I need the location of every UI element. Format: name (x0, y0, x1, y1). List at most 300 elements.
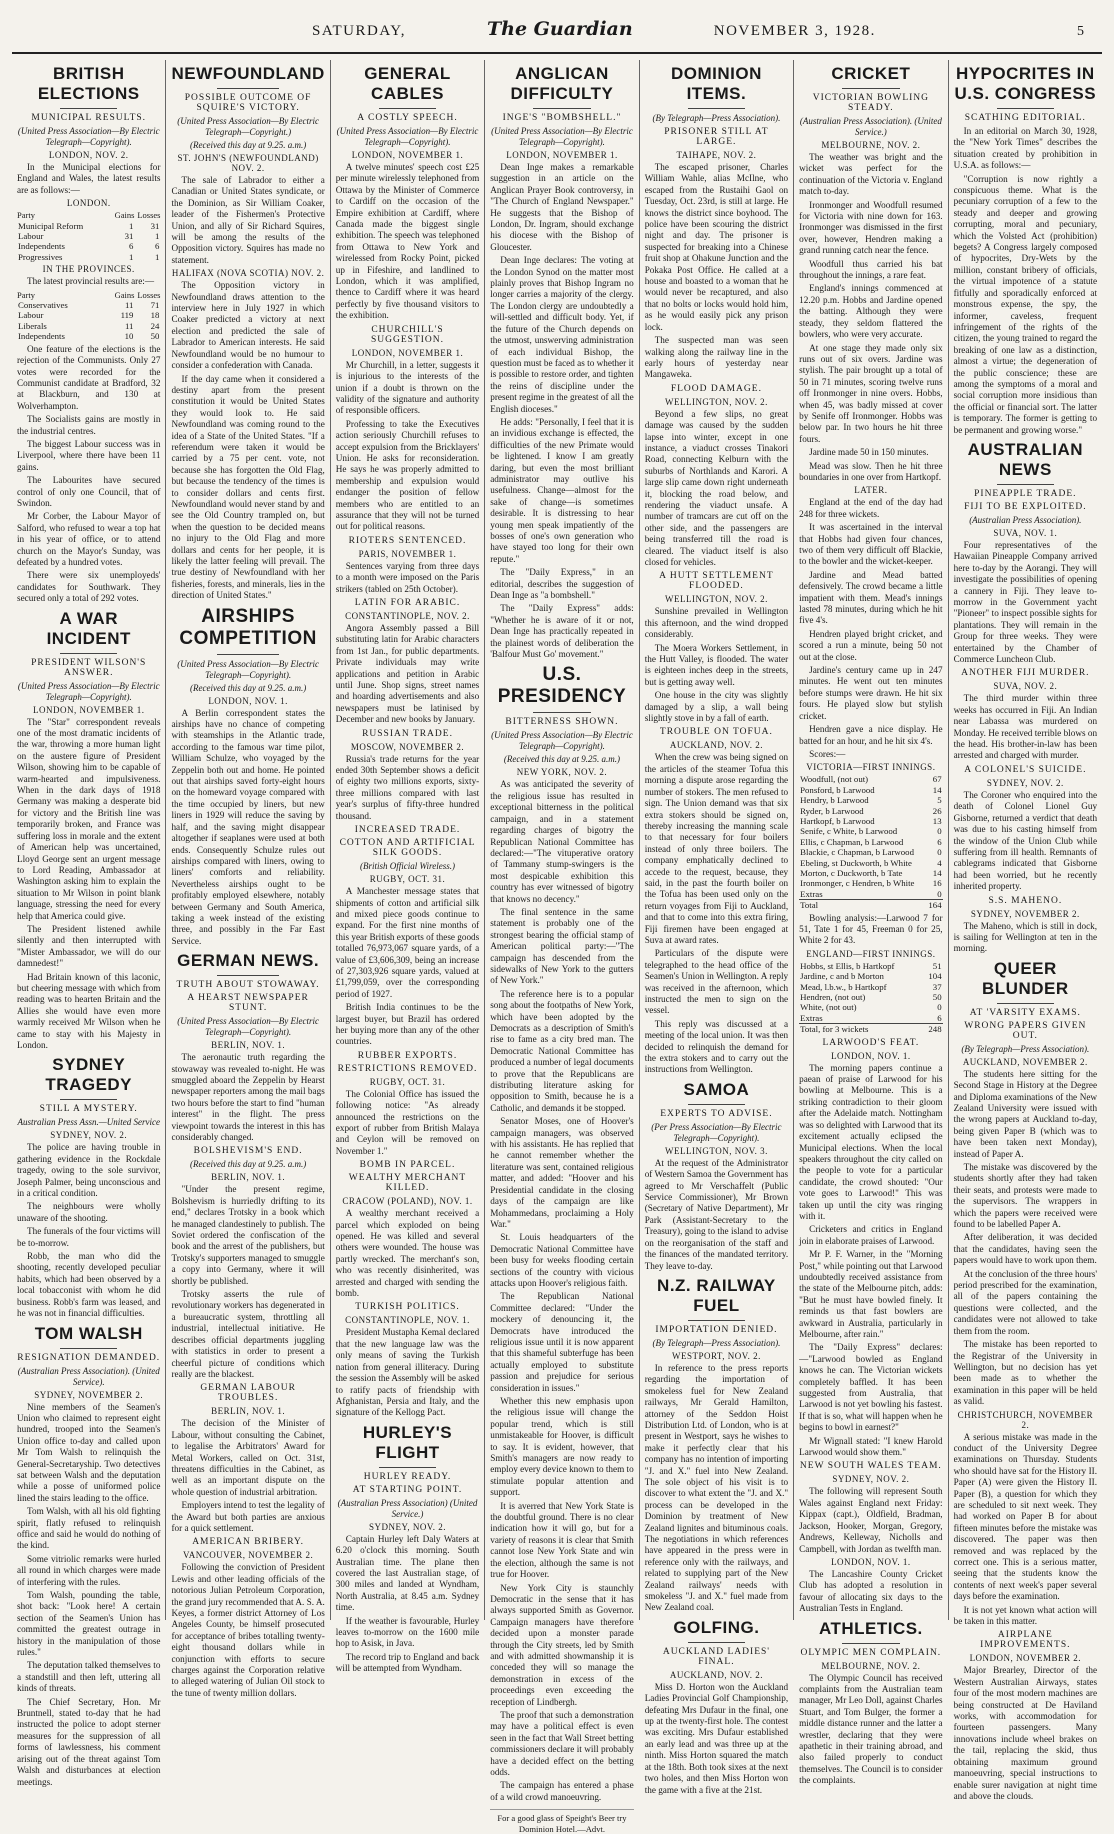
scorecard-title: VICTORIA—FIRST INNINGS. (806, 762, 936, 773)
cell: Ebeling, st Duckworth, b White (800, 857, 912, 868)
cell: Ironmonger, c Hendren, b White (800, 878, 915, 889)
cell: 16 (932, 878, 942, 889)
dateline: SYDNEY, NOVEMBER 2. (34, 1389, 144, 1400)
dateline: MOSCOW, NOVEMBER 2. (350, 741, 465, 752)
subhead: FLOOD DAMAGE. (670, 383, 762, 394)
headline-war-incident: A WAR INCIDENT (46, 608, 131, 648)
subhead: RUBBER EXPORTS. (357, 1050, 458, 1061)
paragraph: Cricketers and critics in England join in elaborate praises of Larwood. (799, 1224, 943, 1246)
headline-australian-news: AUSTRALIAN NEWS (967, 439, 1084, 479)
headline-british-elections: BRITISH ELECTIONS (37, 64, 140, 103)
dateline: LONDON, NOVEMBER 1. (351, 347, 464, 358)
cell: 104 (928, 971, 942, 982)
paragraph: The proof that such a demonstration may have a political effect is even seen in the fact that Wall Street betting commissioners declare it will probably have a decided effect on the betting odds. (490, 1709, 634, 1777)
masthead-date: NOVEMBER 3, 1928. (713, 23, 876, 39)
paragraph: The mistake was discovered by the students shortly after they had taken their seats, and protests were made to the supervisors. The wrappers in which the papers were received were found to be labelled Paper A. (953, 1162, 1098, 1230)
page-number: 5 (1076, 24, 1084, 39)
paragraph: Miss D. Horton won the Auckland Ladies Provincial Golf Championship, defeating Mrs Dufaur in the final, one up at the twenty-first hole. The contest was exciting. Mrs Dufaur established an early lead and was three up at the ninth. Miss Horton squared the match at the 18th. Both took sixes at the next two holes, and then Miss Horton won the game with a five at the 21st. (644, 1681, 789, 1795)
subhead: A HUTT SETTLEMENT FLOODED. (659, 571, 774, 592)
paragraph: The campaign has entered a phase of a wild crowd manoeuvring. (490, 1780, 634, 1802)
cell: Total (800, 900, 819, 911)
table-title: LONDON. (66, 198, 111, 209)
cell: 164 (928, 900, 942, 911)
cell: White, (not out) (800, 1002, 857, 1013)
table-row (17, 310, 160, 320)
paragraph: The neighbours were wholly unaware of the shooting. (17, 1201, 161, 1223)
subhead: SCATHING EDITORIAL. (964, 113, 1086, 123)
paragraph: The Chief Secretary, Hon. Mr Bruntnell, stated to-day that he had instructed the police to adopt sterner measures for the suppression of all forms of lawlessness, his comment arising out of the threat against Tom Walsh and disturbances at election meetings. (17, 1696, 161, 1787)
col-header: Party (17, 289, 35, 300)
paragraph: The Olympic Council has received complaints from the Australian team manager, Mr Leo Doll, against Charles Stuart, and Tom Bulger, the former a middle distance runner and the latter a wrestler, declaring that they were apathetic in their training abroad, and also failed properly to conduct themselves. The Council is to consider the complaints. (799, 1672, 943, 1786)
paragraph: As was anticipated the severity of the religious issue has resulted in exceptional bitterness in the political campaign, and in a statement regarding charges of bigotry the Republican National Committee has declared:—"The vituperative oratory of Tammany stump-swingers is the most despicable exhibition this country has ever witnessed of bigotry that knows no decency." (490, 779, 634, 904)
masthead-day: SATURDAY, (312, 23, 406, 39)
paragraph: When the crew was being signed on the articles of the steamer Tofua this morning a dispute arose regarding the number of stokers. The men refused to sign. The Union demand was that six extra stokers should be signed on, thereby increasing the manning scale to that necessary for four boilers instead of only three boilers. The company emphatically declined to accede to the request, because, they said, in the past the fourth boiler on the Tofua has been used only on the return voyages from Fiji to Auckland, and that to come into this extra firing, Fiji firemen have been engaged at Suva at award rates. (644, 752, 789, 945)
headline-hypocrites-congress: HYPOCRITES IN U.S. CONGRESS (954, 64, 1097, 103)
divider (60, 653, 117, 654)
cell: Jardine, c and b Morton (800, 971, 884, 982)
cell: Labour (18, 231, 44, 242)
columns (12, 60, 1102, 1834)
headline-athletics: ATHLETICS. (818, 1618, 923, 1638)
paragraph: Hendren gave a nice display. He batted for an hour, and he hit six 4's. (799, 724, 943, 746)
paragraph: Scores:— (809, 748, 846, 759)
dateline: LONDON, NOV. 2. (48, 150, 129, 160)
divider (688, 1104, 745, 1105)
cell: Ellis, c Chapman, b Larwood (800, 836, 904, 847)
masthead-paper-title: The Guardian (487, 18, 633, 40)
subhead: RESIGNATION DEMANDED. (17, 1352, 161, 1363)
masthead (12, 18, 1102, 54)
paragraph: British India continues to be the largest buyer, but Brazil has ordered her buying more than any of the other countries. (335, 1002, 480, 1047)
subhead: STILL A MYSTERY. (39, 1104, 138, 1115)
subhead: BOMB IN PARCEL. (359, 1160, 456, 1171)
dateline: AUCKLAND, NOVEMBER 2. (962, 1056, 1088, 1067)
table-row (17, 252, 160, 262)
subhead: A COSTLY SPEECH. (357, 113, 458, 123)
cell: 6 (937, 836, 942, 847)
col-header: Losses (137, 210, 161, 221)
england-scorecard (799, 961, 942, 1035)
column-2 (166, 60, 330, 1698)
received-line: (Received this day at 9.25. a.m.) (190, 1159, 307, 1170)
divider (217, 88, 278, 89)
dateline: VANCOUVER, NOVEMBER 2. (182, 1550, 314, 1561)
paragraph: This reply was discussed at a meeting of the local union. It was then decided to relinquish the demand for the extra stokers and to carry out the instructions from Wellington. (644, 1018, 789, 1075)
credit-line: (United Press Association—By Electric Telegraph—Copyright). (491, 126, 633, 147)
paragraph: Captain Hurley left Daly Waters at 6.20 o'clock this morning. South Australian time. The plane then covered the last Australian stage, of 300 miles and landed at Wyndham, North Australia, at 8.45 a.m. Sydney time. (335, 1533, 480, 1613)
subhead: CHURCHILL'S SUGGESTION. (371, 324, 445, 345)
paragraph: The sale of Labrador to either a Canadian or United States syndicate, or the Dominion, as Sir William Coaker, leader of the Fishermen's Protective Union, and ally of Sir Richard Squires, will be among the results of the Opposition victory. Squires has made no statement. (171, 175, 325, 265)
paragraph: England at the end of the day had 248 for three wickets. (799, 497, 943, 519)
paragraph: Following the conviction of President Lewis and other leading officials of the notorious Julian Petroleum Corporation, the grand jury recommended that A. S. A. Keyes, a former district Attorney of Los Angeles County, be himself prosecuted for acceptance of bribes totalling twenty-eight thousand dollars while in conjunction with efforts to secure charges against the Corporation relative to alleged watering of Julian Oil stock to the tune of twenty million dollars. (171, 1562, 325, 1698)
subhead: A COLONEL'S SUICIDE. (964, 764, 1087, 775)
table-row (799, 961, 942, 971)
column-5 (640, 60, 794, 1795)
paragraph: One feature of the elections is the rejection of the Communists. Only 27 votes were recorded for the Communist candidate at Bradford, 32 at Blackburn, and 130 at Wolverhampton. (17, 343, 161, 411)
dateline: AUCKLAND, NOV. 2. (669, 1669, 763, 1680)
subhead: OLYMPIC MEN COMPLAIN. (800, 1647, 942, 1658)
subhead: S.S. MAHENO. (988, 895, 1063, 906)
cell: 11 (124, 320, 134, 331)
column-3 (331, 60, 485, 1674)
paragraph: The deputation talked themselves to a standstill and then left, uttering all kinds of threats. (17, 1660, 161, 1694)
cell: 50 (932, 992, 942, 1003)
subhead: AIRPLANE IMPROVEMENTS. (980, 1630, 1071, 1651)
divider (217, 975, 278, 976)
subhead: INGE'S "BOMBSHELL." (502, 113, 622, 123)
paragraph: The following will represent South Wales against England next Friday: Kippax (capt.), Oldfield, Bradman, Jackson, Hooker, Morgan, Gregory, Andrews, Kelleway, Nicholls and Campbell, with Jordan as twelfth man. (799, 1486, 943, 1554)
subhead: TROUBLE ON TOFUA. (659, 727, 773, 738)
paragraph: The Republican National Committee declared: "Under the mockery of denouncing it, the Democrats have introduced the religious issue until it is now apparent that this shameful subterfuge has been actually employed to substitute passion and prejudice for serious consideration in issues." (490, 1291, 634, 1393)
cell: Municipal Reform (18, 220, 84, 231)
dateline: BERLIN, NOV. 1. (211, 1172, 286, 1183)
dateline: CONSTANTINOPLE, NOV. 2. (345, 611, 470, 621)
paragraph: Bowling analysis:—Larwood 7 for 51, Tate 1 for 45, Freeman 0 for 25, White 2 for 43. (799, 912, 943, 946)
table-row (17, 241, 160, 251)
subhead: FIJI TO BE EXPLOITED. (964, 501, 1087, 512)
paragraph: "Corruption is now rightly a conspicuous theme. What is the pecuniary corruption of a few to the steady and deeper and growing corrupting, moral and pecuniary, which the Volsted Act (prohibition) begets? A Congress largely composed of hypocrites, Dry-Wets by the million, constant bribery of officials, the virtual impotence of a statute fitfully and sporadically enforced at monstrous expense, the spy, the informer, caveless, frequent infringement of the rights of the citizen, the young trained to regard the breaking of one law as a distinction, almost a virtue; the degeneration of the public conscience; these are among the symptoms of a moral and social corruption more insidious than the official or financial sort. The latter is temporary. The former is getting to be permanent and growing worse." (953, 173, 1098, 435)
subhead: LARWOOD'S FEAT. (822, 1037, 920, 1048)
dateline: MELBOURNE, NOV. 2. (821, 1660, 921, 1671)
paragraph: A Manchester message states that shipments of cotton and artificial silk and mixed piece goods continue to expand. For the first nine months of this year British exports of these goods totalled 76,973,067 square yards, of a value of £3,606,309, being an increase of 27,303,926 square yards, valued at £1,799,059, over the corresponding period of 1927. (335, 886, 480, 999)
dateline: WELLINGTON, NOV. 2. (664, 396, 768, 407)
table-row (17, 300, 160, 310)
dateline: NEW YORK, NOV. 2. (516, 767, 608, 778)
divider (379, 1467, 436, 1468)
subhead: PRESIDENT WILSON'S ANSWER. (31, 657, 147, 678)
table-row (17, 331, 160, 341)
dateline: AUCKLAND, NOV. 2. (669, 740, 763, 751)
paragraph: It was ascertained in the interval that Hobbs had given four chances, two of them very difficult off Blackie, to the bowler and the wicket-keeper. (799, 522, 943, 567)
total-row (799, 1024, 942, 1035)
divider (842, 1643, 899, 1644)
victoria-scorecard (799, 774, 942, 910)
subhead: VICTORIAN BOWLING STEADY. (812, 93, 930, 113)
cell: 31 (150, 220, 160, 231)
paragraph: Beyond a few slips, no great damage was caused by the sudden lapse into winter, except in one instance, a viaduct crosses Tinakori Road, connecting Kelburn with the suburbs of Northlands and Karori. A large slip came down right underneath it, blocking the road below, and rendering the viaduct unsafe. A number of tramcars are cut off on the other side, and the passengers are being transferred till the road is cleared. The viaduct itself is also closed for vehicles. (644, 408, 789, 567)
dateline: SYDNEY, NOV. 2. (50, 1130, 128, 1141)
headline-hurleys-flight: HURLEY'S FLIGHT (362, 1422, 453, 1462)
total-row (799, 900, 942, 911)
paragraph: The Maheno, which is still in dock, is sailing for Wellington at ten in the morning. (953, 920, 1098, 954)
dateline: CONSTANTINOPLE, NOV. 1. (345, 1315, 470, 1326)
cell: 119 (120, 310, 134, 321)
table-row (799, 1002, 942, 1012)
credit-line: (Australian Press Association). (969, 514, 1082, 525)
cell: Progressives (18, 251, 63, 262)
headline-anglican-difficulty: ANGLICAN DIFFICULTY (510, 64, 614, 103)
paragraph: The latest provincial results are:— (27, 276, 155, 287)
credit-line: (United Press Association—By Electric Telegraph—Copyright). (17, 680, 160, 702)
cell: Senife, c White, b Larwood (800, 826, 898, 837)
table-row (17, 231, 160, 241)
table-row (799, 992, 942, 1002)
dateline: SYDNEY, NOV. 2. (986, 777, 1064, 788)
divider (217, 654, 278, 655)
table-row (799, 889, 942, 900)
dateline: LONDON, NOVEMBER 2. (969, 1653, 1082, 1664)
paragraph: Dean Inge declares: The voting at the London Synod on the matter most plainly proves that Bishop Ingram no longer carries a majority of the clergy. The London clergy are undoubtedly a will-settled and difficult body. Yet, if the future of the Church depends on the utmost, unswerving administration of each individual Bishop, the question must be faced as to whether it is possible to restore order, and tighten the reins of discipline under the present regime in the greatest of all the English dioceses." (490, 255, 634, 414)
divider (60, 1099, 117, 1100)
cell: Independents (18, 331, 65, 342)
subhead: BITTERNESS SHOWN. (505, 717, 619, 728)
paragraph: If the weather is favourable, Hurley leaves to-morrow on the 1600 mile hop to Asisk, in Java. (335, 1615, 480, 1649)
paragraph: The mistake has been reported to the Registrar of the University in Wellington, but no decision has yet been made as to whether the examination in this paper will be held as valid. (953, 1339, 1098, 1407)
paragraph: Some vitriolic remarks were hurled all round in which charges were made of interfering with the rules. (17, 1553, 161, 1587)
cell: 6 (155, 241, 160, 252)
paragraph: Major Brearley, Director of the Western Australian Airways, states four of the most modern machines are being constructed at De Haviland works, with accommodation for fourteen passengers. Many innovations include wheel brakes on the tail, replacing the skid, thus obtaining maximum ground manoeuvring, special instructions to enable surer navigation at night time and above the clouds. (953, 1665, 1098, 1801)
table-row (799, 982, 942, 992)
paragraph: The Socialists gains are mostly in the industrial centres. (17, 414, 161, 436)
dateline: SYDNEY, NOV. 2. (832, 1474, 910, 1485)
provinces-results-table (17, 290, 160, 342)
cell: Ryder, b Larwood (800, 805, 864, 816)
subhead: RUSSIAN TRADE. (362, 728, 453, 739)
col-header: Gains (114, 289, 135, 300)
divider (533, 108, 590, 109)
credit-line: (Australian Press Association). (United Service). (17, 1365, 160, 1387)
subhead: MUNICIPAL RESULTS. (31, 113, 147, 123)
paragraph: "Under the present regime, Bolshevism is hurriedly drifting to its end," declares Trotsky in a book which he managed clandestinely to publish. The Soviet ordered the confiscation of the book and the arrest of the publishers, but Trotsky's supporters managed to smuggle a copy into Germany, where it will shortly be published. (171, 1184, 325, 1286)
table-row (799, 837, 942, 847)
column-1 (12, 60, 166, 1787)
credit-line: (Per Press Association—By Electric Telegraph—Copyright). (651, 1121, 782, 1143)
cell: Ponsford, b Larwood (800, 784, 875, 795)
cell: 14 (932, 784, 942, 795)
subhead: IMPORTATION DENIED. (655, 1324, 778, 1335)
paragraph: Mr Churchill, in a letter, suggests it is injurious to the interests of the union if a doubt is thrown on the validity of the signature and authority of responsible officers. (335, 359, 480, 416)
subhead: ANOTHER FIJI MURDER. (961, 668, 1090, 679)
cell: Hendry, b Larwood (800, 795, 869, 806)
table-row (799, 806, 942, 816)
paragraph: In reference to the press reports regarding the importation of smokeless fuel for New Zealand railways, Mr Gerald Hamilton, attorney of the Seddon Hoist Distribution Ltd. of London, who is at present in Westport, says he wishes to make it perfectly clear that his company has no intention of importing "J. and X." fuel into New Zealand. The sole object of his visit is to discover to what extent the "J. and X." process can be developed in the Dominion by treatment of New Zealand lignites and bituminous coals. The negotiations in which references have appeared in the press were in reference only with the railways, and related to supplying part of the New Zealand railways' needs with smokeless "J. and X." fuel made from New Zealand coal. (644, 1362, 789, 1613)
dateline: BERLIN, NOV. 1. (211, 1406, 286, 1417)
divider (379, 108, 436, 109)
paragraph: Tom Walsh, pounding the table, shot back: "Look here! A certain section of the Seamen's Union has committed the greatest outrage in history in the manipulation of those rules." (17, 1590, 161, 1658)
paragraph: Mr Corber, the Labour Mayor of Salford, who refused to wear a top hat in his year of office, or to attend church on the Mayor's Sunday, was defeated by a hundred votes. (17, 511, 161, 567)
paragraph: New York City is staunchly Democratic in the sense that it has always supported Smith as Governor. Campaign managers have therefore decided upon a monster parade through the City streets, led by Smith and with admitted showmanship it is conceded they will so manage the demonstration in excess of the proceedings even exceeding the reception of Lindbergh. (490, 1582, 634, 1707)
headline-german-news: GERMAN NEWS. (177, 951, 320, 971)
cell: Labour (18, 310, 44, 321)
paragraph: Mr P. F. Warner, in the "Morning Post," while pointing out that Larwood undoubtedly received assistance from the state of the Melbourne pitch, adds: "But he must have bowled finely. It reminds us that fast bowlers are awkward in Australia, particularly in Melbourne, after rain." (799, 1249, 943, 1339)
headline-queer-blunder: QUEER BLUNDER (982, 958, 1069, 998)
dateline: LONDON, NOVEMBER 1. (32, 704, 145, 715)
cell: Hendren, (not out) (800, 992, 866, 1003)
dateline: LATER. (854, 485, 888, 496)
cell: 6 (937, 1012, 942, 1023)
paragraph: Sentences varying from three days to a month were imposed on the Paris strikers (tabled on 25th October). (335, 560, 480, 594)
subhead: INCREASED TRADE. (354, 825, 461, 836)
paragraph: One house in the city was slightly damaged by a slip, a wall being slightly stove in by a fall of earth. (644, 690, 789, 724)
cell: 4 (937, 857, 942, 868)
credit-line: (United Press Association—By Electric Telegraph—Copyright). (177, 658, 319, 680)
credit-line: (By Telegraph—Press Association). (652, 113, 781, 123)
paragraph: Employers intend to test the legality of the Award but both parties are anxious for a quick settlement. (171, 1500, 325, 1533)
credit-line: (By Telegraph—Press Association). (652, 1337, 781, 1348)
cell: Hartkopf, b Larwood (800, 815, 875, 826)
paragraph: In an editorial on March 30, 1928, the "New York Times" describes the situation created by prohibition in U.S.A. as follows:— (953, 126, 1098, 171)
headline-cricket: CRICKET (831, 64, 911, 83)
paragraph: The Labourites have secured control of only one Council, that of Swindon. (17, 475, 161, 508)
cell: 51 (932, 960, 942, 971)
cell: Hobbs, st Ellis, b Hartkopf (800, 960, 895, 971)
subhead: AMERICAN BRIBERY. (192, 1537, 305, 1548)
dateline: RUGBY, OCT. 31. (369, 874, 446, 885)
dateline: LONDON, NOVEMBER 1. (506, 150, 618, 160)
london-results-table (17, 210, 160, 262)
paragraph: The President listened awhile silently and then interrupted with "Mister Ambassador, we will do our damnedest!" (17, 923, 161, 969)
table-row (799, 878, 942, 888)
paragraph: Jardine and Mead batted defensively. The crowd became a little impatient with them. Mead's innings lasted 78 minutes, during which he hit five 4's. (799, 569, 943, 626)
divider (533, 712, 590, 713)
col-header: Party (17, 210, 35, 221)
headline-samoa: SAMOA (683, 1079, 750, 1099)
headline-newfoundland: NEWFOUNDLAND (171, 64, 325, 83)
headline-golfing: GOLFING. (673, 1617, 760, 1637)
cell: Extras (800, 888, 823, 899)
subhead: BOLSHEVISM'S END. (193, 1146, 303, 1157)
paragraph: The third murder within three weeks has occurred in Fiji. An Indian near Labassa was murdered on Monday. He received terrible blows on the head. His brother-in-law has been arrested and charged with murder. (953, 693, 1098, 761)
paragraph: The "Star" correspondent reveals one of the most dramatic incidents of the war, throwing a more human light on the austere figure of President Wilson, showing him to be capable of warm-hearted and impulsiveness. When in the dark days of 1918 Germany was making a desperate bid for victory and the British line was temporarily broken, and France was suffering loss in morale and the extent of American help was uncertained, Lloyd George sent an urgent message to Lord Reading, Ambassador at Washington asking him to explain the situation to Mr Wilson in point blank language, stressing the need for every help that America could give. (17, 716, 161, 921)
paragraph: Woodfull thus carried his bat throughout the innings, a rare feat. (799, 258, 943, 281)
paragraph: The suspected man was seen walking along the railway line in the early hours of yesterday near Mangaweka. (644, 335, 789, 380)
cell: 11 (124, 300, 134, 311)
paragraph: Nine members of the Seamen's Union who claimed to represent eight hundred, trooped into the Seamen's Union office to-day and called upon Mr Tom Walsh to relinquish the General-Secretaryship. Two detectives sat between Walsh and the deputation while a posse of uniformed police lined the stairs leading to the office. (17, 1401, 161, 1503)
dateline: ST. JOHN'S (NEWFOUNDLAND) NOV. 2. (177, 153, 319, 173)
cell: 50 (150, 331, 160, 342)
paragraph: Trotsky asserts the rule of revolutionary workers has degenerated in a bureaucratic system, throttling all industrial, intellectual initiative. He describes official departments juggling with statistics in order to present a cheerful picture of conditions which really are the blackest. (171, 1289, 325, 1379)
cell: 1 (129, 251, 134, 262)
paragraph: The escaped prisoner, Charles William Wahle, alias McIlne, who escaped from the Rustaihi Gaol on Tuesday, Oct. 23rd, is still at large. He knows the district since boyhood. The police have been scouring the district night and day. The prisoner is suspected for breaking into a Chinese fruit shop at Ohakune Junction and the Pokaka Post Office. He called at a house and boasted to a woman that he would never be recaptured, and also that no bolts or locks would hold him, as he would easily pick any prison lock. (644, 162, 789, 332)
divider (997, 484, 1054, 485)
subhead: PINEAPPLE TRADE. (974, 488, 1077, 499)
table-row (799, 774, 942, 784)
paragraph: The final sentence in the same statement is probably one of the strongest bearing the official stamp of American political party:—"The campaign has descended from the sidewalks of New York to the gutters of New York." (490, 906, 634, 986)
subhead: AUCKLAND LADIES' FINAL. (662, 1646, 770, 1667)
cell: Mead, l.b.w., b Hartkopf (800, 981, 887, 992)
dateline: LONDON, NOV. 1. (831, 1556, 911, 1567)
cell: 5 (937, 795, 942, 806)
paragraph: A serious mistake was made in the conduct of the University Degree examinations on Thursday. Students who should have sat for the History II. Paper (A) were given the History II. Paper (B), a question for which they are scheduled to sit next week. They had worked on Paper B for about fifteen minutes before the mistake was discovered. The paper was then removed and was replaced by the correct one. This is a serious matter, seeing that the students know the contents of next week's paper several days before the examination. (953, 1431, 1098, 1602)
cell: 1 (129, 220, 134, 231)
cell: Total, for 3 wickets (800, 1024, 869, 1035)
dateline: CRACOW (POLAND), NOV. 1. (342, 1196, 473, 1207)
table-row (799, 826, 942, 836)
scorecard-title: ENGLAND—FIRST INNINGS. (806, 948, 936, 959)
table-row (799, 795, 942, 805)
table-row (17, 321, 160, 331)
paragraph: Four representatives of the Hawaiian Pineapple Company arrived here to-day by the Aorangi. They will investigate the possibilities of opening a cannery in Fiji. They leave to-morrow in the Government yacht "Pioneer" to inspect possible sights for plantations. They will remain in the Group for three weeks. They were entertained by the Chamber of Commerce Luncheon Club. (953, 539, 1098, 665)
cell: Woodfull, (not out) (800, 774, 869, 785)
paragraph: President Mustapha Kemal declared that the new language law was the only means of saving the Turkish nation from general illiteracy. During the session the Assembly will be asked to ratify pacts of friendship with Afghanistan, Persia and Italy, and the signature of the Kellogg Pact. (335, 1327, 480, 1418)
headline-sydney-tragedy: SYDNEY TRAGEDY (45, 1055, 133, 1095)
dateline: SUVA, NOV. 2. (993, 681, 1058, 692)
subhead: COTTON AND ARTIFICIAL SILK GOODS. (339, 838, 476, 859)
cell: 0 (937, 847, 942, 858)
subhead: LATIN FOR ARABIC. (354, 598, 461, 608)
paragraph: The biggest Labour success was in Liverpool, where there have been 11 gains. (17, 438, 161, 472)
cell: Liberals (18, 320, 47, 331)
subhead: TRUTH ABOUT STOWAWAY. (176, 980, 320, 991)
cell: Blackie, c Chapman, b Larwood (800, 847, 914, 858)
column-6 (794, 60, 948, 1786)
cell: 14 (932, 867, 942, 878)
paragraph: The "Daily Express" declares:—"Larwood bowled as England knows he can. The Victorian wickets completely baffled. It has been suggested from Australia, that Larwood is not yet bowling his fastest. If that is so, what will happen when he begins to bowl in earnest?" (799, 1342, 943, 1433)
cell: 26 (932, 805, 942, 816)
headline-us-presidency: U.S. PRESIDENCY (497, 664, 627, 708)
paragraph: The Moera Workers Settlement, in the Hutt Valley, is flooded. The water is eighteen inches deep in the streets, but is getting away well. (644, 642, 789, 687)
credit-line: (United Press Association—By Electric Telegraph—Copyright). (491, 730, 633, 752)
paragraph: The decision of the Minister of Labour, without consulting the Cabinet, to legalise the Arbitrators' Award for Metal Workers, called on Oct. 31st, threatens difficulties in the Cabinet, as well as an important dispute on the whole question of industrial arbitration. (171, 1418, 325, 1497)
cell: 10 (124, 331, 134, 342)
cell: 31 (124, 231, 134, 242)
dateline: HALIFAX (NOVA SCOTIA) NOV. 2. (171, 268, 325, 279)
dateline: MELBOURNE, NOV. 2. (821, 140, 921, 150)
subhead: AT 'VARSITY EXAMS. (969, 1007, 1081, 1018)
table-row (799, 1013, 942, 1024)
paragraph: A wealthy merchant received a parcel which exploded on being opened. He was killed and several others were wounded. The house was partly wrecked. The merchant's son, who was recently disinherited, was arrested and charged with sending the bomb. (335, 1208, 480, 1299)
table-row (799, 816, 942, 826)
divider (60, 1348, 117, 1349)
dateline: LONDON, NOV. 1. (831, 1050, 911, 1061)
subhead: WEALTHY MERCHANT KILLED. (348, 1173, 467, 1194)
divider (60, 108, 117, 109)
paragraph: Tom Walsh, with all his old fighting spirit, flatly refused to relinquish office and said he would do nothing of the kind. (17, 1506, 161, 1551)
dateline: LONDON, NOVEMBER 1. (351, 150, 464, 160)
divider (997, 108, 1054, 109)
paragraph: He adds: "Personally, I feel that it is an invidious exchange is effected, the difficulties of the new Primate would be lightened. I know I am greatly daring, but even the most brilliant administrator may outlive his usefulness. Change—almost for the sake of change—is sometimes desirable. It is distressing to hear young men speak impatiently of the bosses of one's own generation who have stayed too long for their own repute." (490, 416, 634, 564)
cell: 1 (155, 231, 160, 242)
cell: Morton, c Duckworth, b Tate (800, 867, 903, 878)
paragraph: The Colonial Office has issued the following notice: "As already announced the restrictions on the export of rubber from British Malaya and Ceylon will be removed on November 1." (335, 1088, 480, 1156)
cell: 1 (155, 251, 160, 262)
paragraph: Sunshine prevailed in Wellington this afternoon, and the wind dropped considerably. (644, 606, 789, 640)
credit-line: (United Press Association—By Electric Telegraph—Copyright). (177, 1016, 319, 1038)
paragraph: Angora Assembly passed a Bill substituting latin for Arabic characters from 1st Jan., for public departments. Private individuals may write applications and petition in Arabic until June. Shop signs, street names and hoarding advertisements and also newspapers must be latinised by December and new books by January. (335, 623, 480, 725)
paragraph: Particulars of the dispute were telegraphed to the head office of the Seamen's Union in Wellington. A reply was received in the afternoon, which instructed the men to sign on the vessel. (644, 948, 789, 1016)
paragraph: The "Daily Express," in an editorial, describes the suggestion of Dean Inge as "a bombshell." (490, 567, 634, 601)
cell: 248 (928, 1024, 942, 1035)
divider (688, 1642, 745, 1643)
credit-line: (Australian Press Association). (United Service.) (799, 116, 942, 137)
subhead: EXPERTS TO ADVISE. (660, 1108, 773, 1119)
paragraph: The aeronautic truth regarding the stowaway was revealed to-night. He was smuggled aboard the Zeppelin by Hearst newspaper reporters among the mail bags two hours before the start to find "human interest" in the flight. The press viewpoint towards the interest in this has considerably changed. (171, 1052, 325, 1142)
paragraph: The record trip to England and back will be attempted from Wyndham. (335, 1651, 480, 1674)
cell: Conservatives (18, 300, 68, 311)
cell: 0 (937, 888, 942, 899)
col-header: Gains (114, 210, 135, 221)
headline-airships-competition: AIRSHIPS COMPETITION (179, 605, 317, 649)
paragraph: A Berlin correspondent states the airships have no chance of competing with steamships in the Atlantic trade, according to the famous war time pilot, William Schulze, who voyaged by the Zeppelin both out and home. He pointed out that airships saved forty-eight hours on the homeward voyage compared with the time occupied by liners, but new liners in 1929 will reduce the saving by half, and the saving might disappear altogether if seaplanes were used at both ends. Consequently Schulze rules out airships compared with liners, owing to liners' comforts and reliability. Nevertheless airships ought to be profitably employed elsewhere, notably between Germany and South America, taking a week instead of the existing three, and possibly in the Far East Service. (171, 707, 325, 946)
paragraph: After deliberation, it was decided that the candidates, having seen the papers would have to work upon them. (953, 1232, 1098, 1266)
credit-line: (British Official Wireless.) (360, 861, 455, 872)
dateline: PARIS, NOVEMBER 1. (358, 548, 457, 559)
table-row (799, 858, 942, 868)
subhead: HURLEY READY. (363, 1471, 452, 1482)
divider (842, 88, 899, 89)
cell: 24 (150, 320, 160, 331)
cell: Independents (18, 241, 65, 252)
cell: 18 (150, 310, 160, 321)
credit-line: Australian Press Assn.—United Service (17, 1117, 160, 1128)
subhead: GERMAN LABOUR TROUBLES. (200, 1383, 296, 1404)
paragraph: At the request of the Administrator of Western Samoa the Government has agreed to Mr Verschaffelt (Public Service Commissioner), Mr Brown (Secretary of Native Department), Mr Park (Assistant-Secretary to the Treasury), going to the island to advise on the reorganisation of the staff and the finances of the mandated territory. They leave to-day. (644, 1157, 789, 1271)
cell: 71 (150, 300, 160, 311)
dateline: WESTPORT, NOV. 2. (671, 1350, 761, 1361)
divider (688, 108, 745, 109)
paragraph: Jardine's century came up in 247 minutes. He went out ten minutes before stumps were drawn. He hit six fours. He played slow but stylish cricket. (799, 665, 943, 721)
paragraph: Ironmonger and Woodfull resumed for Victoria with nine down for 163. Ironmonger was dismissed in the first over, however, Hendren making a grand running catch near the fence. (799, 199, 943, 256)
